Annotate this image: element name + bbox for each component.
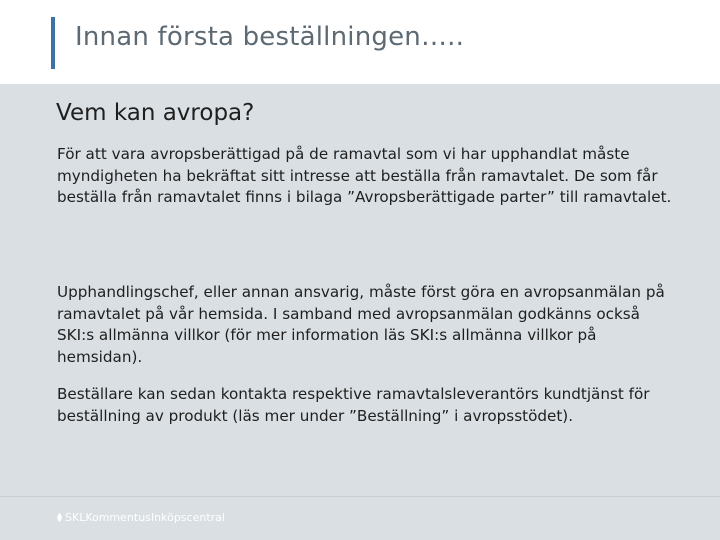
paragraph-1: För att vara avropsberättigad på de ramavtal som vi har upphandlat måste myndigheten ha bekräftat sitt intresse att beställa från ramavtalet. De som får beställa från ramavtalet finns i bilaga ”Avropsberättigade parter” till ramavtalet. (57, 145, 672, 206)
slide-subtitle: Vem kan avropa? (56, 100, 255, 126)
slide-header (0, 0, 720, 84)
skl-leaf-icon (56, 513, 63, 522)
slide-title: Innan första beställningen….. (75, 22, 465, 52)
slide-content (0, 84, 720, 496)
footer-logo-text: SKLKommentusInköpscentral (65, 511, 225, 524)
footer-logo (56, 511, 225, 524)
paragraph-3: Beställare kan sedan kontakta respektive ramavtalsleverantörs kundtjänst för beställning av produkt (läs mer under ”Beställning” i avropsstödet). (57, 385, 650, 425)
slide-footer (0, 496, 720, 540)
paragraph-2: Upphandlingschef, eller annan ansvarig, måste först göra en avropsanmälan på ramavtalet på vår hemsida. I samband med avropsanmälan godkänns också SKI:s allmänna villkor (för mer information läs SKI:s allmänna villkor på hemsidan). (57, 283, 665, 366)
title-accent-bar (51, 17, 55, 69)
